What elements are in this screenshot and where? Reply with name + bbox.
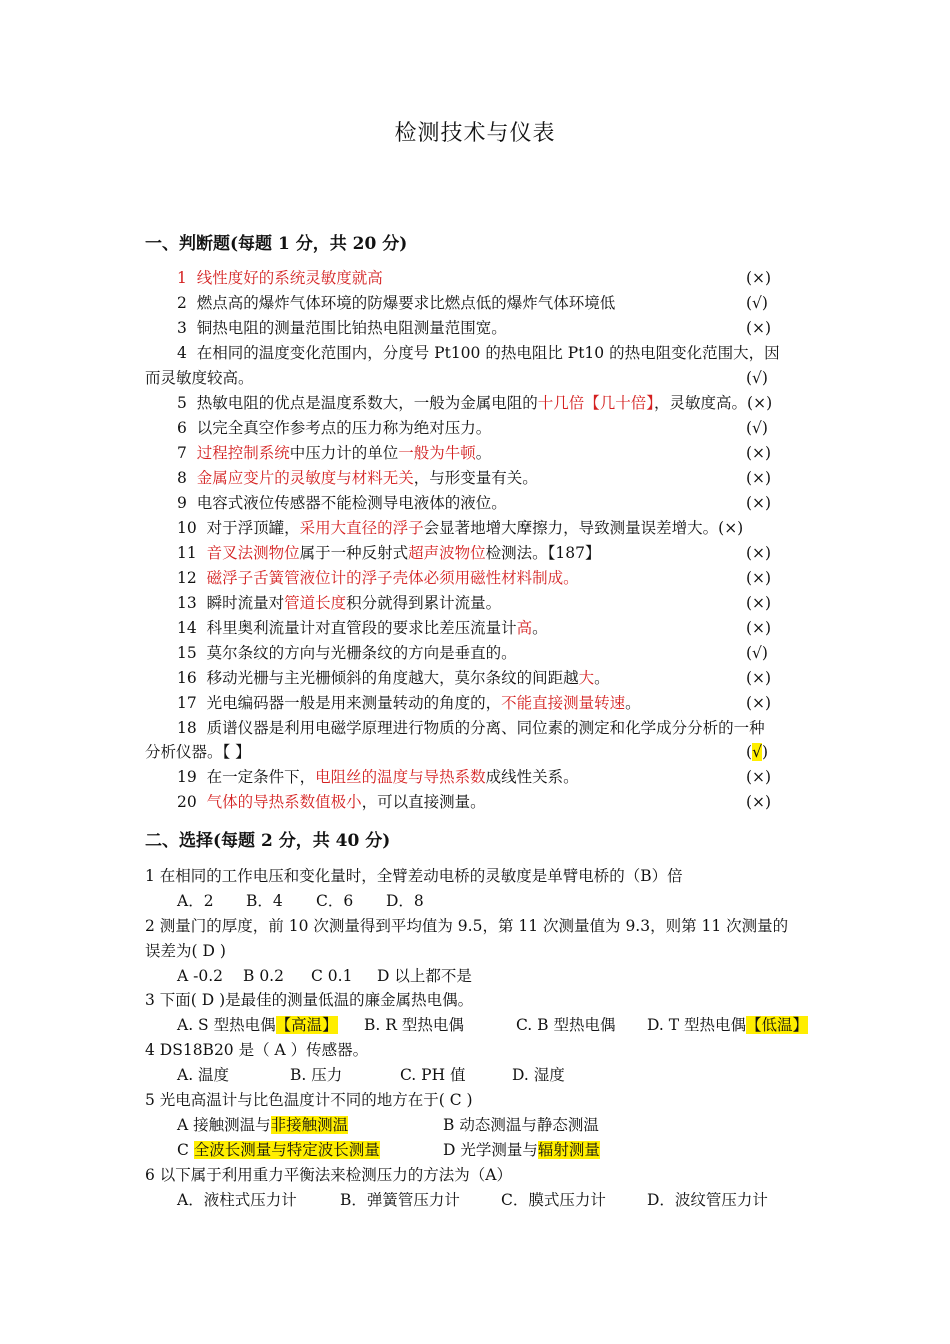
document-title: 检测技术与仪表 (394, 121, 556, 146)
choice-q2-option-a: A -0.2 (177, 967, 224, 985)
choice-q6-option-d: D．波纹管压力计 (647, 1191, 768, 1209)
choice-q1-option-a: A．2 (177, 892, 214, 910)
choice-q2-stem: 2 测量门的厚度，前 10 次测量得到平均值为 9.5，第 11 次测量值为 9.3，则第 11 次测量的 (145, 917, 789, 935)
choice-q3-option-d: D. T 型热电偶【低温】 (647, 1016, 809, 1034)
judge-mark-9: (×) (746, 494, 772, 512)
judge-item-2: 2 燃点高的爆炸气体环境的防爆要求比燃点低的爆炸气体环境低 (177, 294, 616, 312)
judge-item-7: 7 过程控制系统中压力计的单位一般为牛顿。 (177, 444, 492, 462)
judge-item-17: 17 光电编码器一般是用来测量转动的角度的，不能直接测量转速。 (177, 694, 641, 712)
judge-item-12: 12 磁浮子舌簧管液位计的浮子壳体必须用磁性材料制成。 (177, 569, 579, 587)
choice-q4-stem: 4 DS18B20 是（ A ）传感器。 (145, 1041, 369, 1059)
judge-mark-4: (√) (746, 369, 768, 387)
choice-q2-stem-cont: 误差为( D ) (145, 942, 226, 960)
choice-q5-option-c: C 全波长测量与特定波长测量 (177, 1141, 380, 1159)
choice-q3-option-a: A. S 型热电偶【高温】 (177, 1016, 338, 1034)
choice-q4-option-b: B. 压力 (290, 1066, 343, 1084)
judge-item-14: 14 科里奥利流量计对直管段的要求比差压流量计高。 (177, 619, 548, 637)
choice-q2-option-d: D 以上都不是 (377, 967, 472, 985)
choice-q6-option-a: A．液柱式压力计 (177, 1191, 297, 1209)
choice-q1-option-d: D．8 (386, 892, 424, 910)
choice-q2-option-c: C 0.1 (311, 967, 353, 985)
choice-q5-option-b: B 动态测温与静态测温 (443, 1116, 599, 1134)
judge-item-5: 5 热敏电阻的优点是温度系数大，一般为金属电阻的十几倍【几十倍】，灵敏度高。(×) (177, 394, 773, 412)
choice-q4-option-d: D. 湿度 (512, 1066, 565, 1084)
judge-mark-3: (×) (746, 319, 772, 337)
judge-item-1: 1 线性度好的系统灵敏度就高 (177, 269, 383, 287)
judge-item-8: 8 金属应变片的灵敏度与材料无关，与形变量有关。 (177, 469, 538, 487)
section1-heading: 一、判断题(每题 1 分，共 20 分) (145, 234, 408, 254)
choice-q4-option-c: C. PH 值 (400, 1066, 466, 1084)
judge-mark-18: (√) (746, 743, 769, 761)
choice-q1-stem: 1 在相同的工作电压和变化量时，全臂差动电桥的灵敏度是单臂电桥的（B）倍 (145, 867, 683, 885)
judge-mark-2: (√) (746, 294, 768, 312)
choice-q6-option-b: B．弹簧管压力计 (340, 1191, 460, 1209)
judge-item-16: 16 移动光栅与主光栅倾斜的角度越大，莫尔条纹的间距越大。 (177, 669, 610, 687)
judge-item-18-cont: 分析仪器。【 】 (145, 743, 251, 761)
judge-mark-14: (×) (746, 619, 772, 637)
choice-q5-option-d: D 光学测量与辐射测量 (443, 1141, 600, 1159)
choice-q3-option-c: C. B 型热电偶 (516, 1016, 616, 1034)
section2-heading: 二、选择(每题 2 分，共 40 分) (145, 831, 391, 851)
judge-mark-11: (×) (746, 544, 772, 562)
choice-q5-stem: 5 光电高温计与比色温度计不同的地方在于( C ) (145, 1091, 473, 1109)
judge-item-3: 3 铜热电阻的测量范围比铂热电阻测量范围宽。 (177, 319, 507, 337)
judge-item-6: 6 以完全真空作参考点的压力称为绝对压力。 (177, 419, 492, 437)
choice-q5-option-a: A 接触测温与非接触测温 (177, 1116, 349, 1134)
judge-mark-17: (×) (746, 694, 772, 712)
judge-mark-12: (×) (746, 569, 772, 587)
judge-mark-15: (√) (746, 644, 768, 662)
judge-mark-20: (×) (746, 793, 772, 811)
judge-item-4-cont: 而灵敏度较高。 (145, 369, 254, 387)
judge-mark-19: (×) (746, 768, 772, 786)
judge-item-4: 4 在相同的温度变化范围内，分度号 Pt100 的热电阻比 Pt10 的热电阻变化范围大，因 (177, 344, 780, 362)
choice-q3-option-b: B. R 型热电偶 (364, 1016, 464, 1034)
judge-mark-16: (×) (746, 669, 772, 687)
judge-item-19: 19 在一定条件下，电阻丝的温度与导热系数成线性关系。 (177, 768, 579, 786)
judge-mark-8: (×) (746, 469, 772, 487)
choice-q6-option-c: C．膜式压力计 (501, 1191, 606, 1209)
choice-q6-stem: 6 以下属于利用重力平衡法来检测压力的方法为（A） (145, 1166, 512, 1184)
judge-item-11: 11 音叉法测物位属于一种反射式超声波物位检测法。【187】 (177, 544, 601, 562)
judge-item-15: 15 莫尔条纹的方向与光栅条纹的方向是垂直的。 (177, 644, 517, 662)
judge-item-18: 18 质谱仪器是利用电磁学原理进行物质的分离、同位素的测定和化学成分分析的一种 (177, 719, 765, 737)
choice-q1-option-b: B．4 (246, 892, 283, 910)
judge-item-20: 20 气体的导热系数值极小，可以直接测量。 (177, 793, 486, 811)
judge-mark-6: (√) (746, 419, 768, 437)
judge-mark-7: (×) (746, 444, 772, 462)
choice-q4-option-a: A. 温度 (177, 1066, 230, 1084)
judge-item-9: 9 电容式液位传感器不能检测导电液体的液位。 (177, 494, 507, 512)
judge-mark-13: (×) (746, 594, 772, 612)
choice-q2-option-b: B 0.2 (243, 967, 284, 985)
judge-item-13: 13 瞬时流量对管道长度积分就得到累计流量。 (177, 594, 502, 612)
choice-q1-option-c: C．6 (316, 892, 354, 910)
choice-q3-stem: 3 下面( D )是最佳的测量低温的廉金属热电偶。 (145, 991, 474, 1009)
judge-item-10: 10 对于浮顶罐，采用大直径的浮子会显著地增大摩擦力，导致测量误差增大。(×) (177, 519, 744, 537)
judge-mark-1: (×) (746, 269, 772, 287)
